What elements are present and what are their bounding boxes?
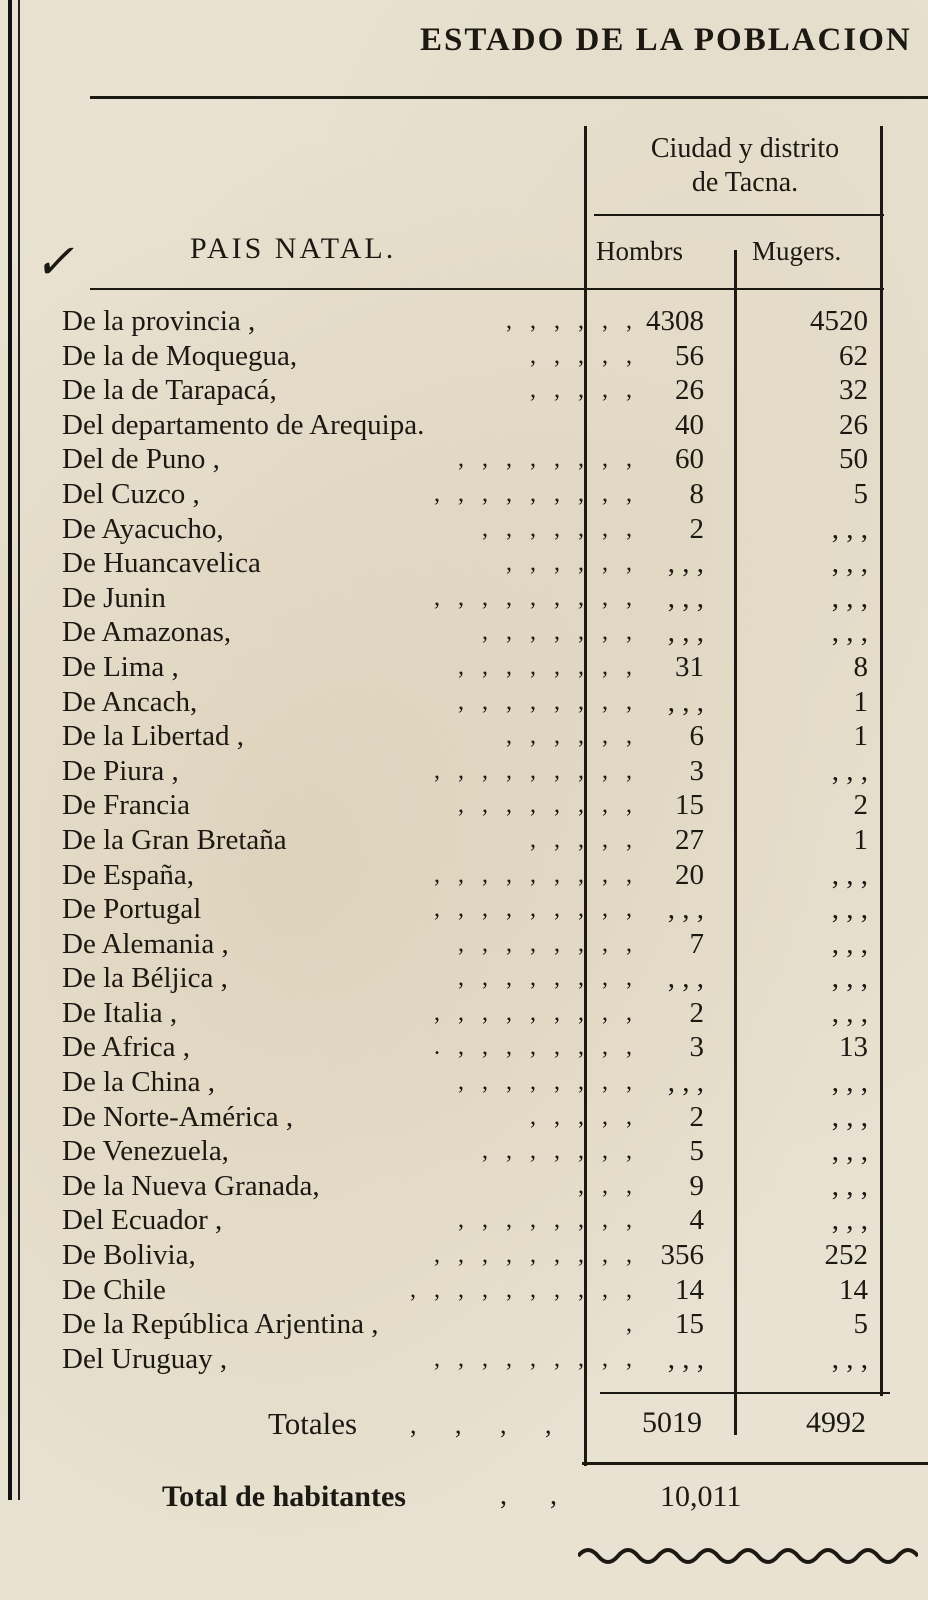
row-label: De la Béljica , [62,962,228,995]
row-hombres: 3 [689,754,704,787]
totales-label: Totales [268,1406,358,1441]
totales-mugeres: 4992 [806,1406,866,1439]
table-row [62,1169,892,1204]
row-label: De Portugal [62,893,202,926]
header-mugeres: Mugers. [752,236,842,266]
row-label: Del Cuzco , [62,477,200,510]
check-mark-icon: ✓ [34,236,75,289]
row-dots: , , , , , , , , , , [410,1276,638,1303]
row-mugeres: , , , [831,1204,868,1237]
row-label: De la provincia , [62,305,256,337]
row-label: Del Uruguay , [62,1342,228,1375]
row-hombres: 5 [689,1135,704,1168]
row-dots: , , , , , , , , [458,1207,638,1234]
row-dots: , , , , , , [506,550,638,577]
row-mugeres: , , , [831,893,868,926]
row-hombres: , , , [667,1342,704,1375]
table-row [62,1030,892,1065]
row-dots: , , , , , , , , , [434,861,638,888]
row-label: De Bolivia, [62,1239,196,1272]
totals-rule [600,1392,890,1394]
row-label: De la de Tarapacá, [62,374,277,407]
row-label: De la Gran Bretaña [62,823,287,856]
row-label: De la República Arjentina , [62,1308,379,1341]
group-header-rule [594,214,884,216]
table-row [62,477,892,512]
row-dots: , , , , , [530,377,638,404]
row-mugeres: , , , [831,927,868,960]
row-dots: , , , , , , [506,723,638,750]
row-hombres: , , , [667,893,704,926]
row-mugeres: 1 [853,685,868,718]
totales-dots: , , , , [410,1410,568,1439]
row-mugeres: 32 [839,374,868,407]
table-row [62,546,892,581]
row-hombres: 2 [689,1100,704,1133]
header-hombres: Hombrs [596,236,683,266]
row-mugeres: 13 [839,1031,868,1064]
row-hombres: 31 [675,650,704,683]
table-row [62,754,892,789]
table-row [62,1203,892,1238]
row-hombres: , , , [667,547,704,580]
row-label: De Alemania , [62,927,229,960]
row-dots: , , , , , , , , [458,930,638,957]
page-title: ESTADO DE LA POBLACION [420,22,912,58]
table-row [62,442,892,477]
table-row [62,961,892,996]
row-mugeres: 5 [853,1308,868,1341]
row-dots: , , , , , , , [482,515,638,542]
row-hombres: 3 [689,1031,704,1064]
row-dots: , , , , , [530,826,638,853]
row-hombres: 2 [689,996,704,1029]
row-dots: , [626,1311,638,1338]
row-dots: , , , , , , , , [458,1069,638,1096]
wavy-ornament [578,1534,918,1574]
row-label: De Norte-América , [62,1100,294,1133]
row-dots: , , , , , , , , , [434,896,638,923]
table-row [62,339,892,374]
column-group-line1: Ciudad y distrito [650,133,840,164]
row-label: De la de Moquegua, [62,339,298,372]
row-hombres: 8 [689,477,704,510]
header-rule [90,288,884,290]
total-habitantes-label: Total de habitantes [162,1480,406,1513]
column-group-header [600,132,890,200]
row-hombres: 27 [675,823,704,856]
row-hombres: 14 [675,1273,704,1306]
row-dots: , , , , , , , , , [434,480,638,507]
row-mugeres: , , , [831,858,868,891]
row-mugeres: , , , [831,1135,868,1168]
row-dots: , , , , , , , , [458,688,638,715]
row-hombres: 20 [675,858,704,891]
row-hombres: 4 [689,1204,704,1237]
table-row [62,1342,892,1377]
table-row [62,1273,892,1308]
row-hombres: 2 [689,512,704,545]
row-mugeres: , , , [831,1100,868,1133]
row-hombres: , , , [667,685,704,718]
table-row [62,650,892,685]
row-hombres: 15 [675,1308,704,1341]
row-label: De Piura , [62,754,179,787]
column-group-line2: de Tacna. [691,167,799,198]
row-dots: , , , , , , , , , [434,584,638,611]
row-hombres: , , , [667,962,704,995]
table-row [62,373,892,408]
row-mugeres: , , , [831,581,868,614]
table-row [62,892,892,927]
row-hombres: 15 [675,789,704,822]
row-dots: , , , , , , , [482,1138,638,1165]
row-hombres: 40 [675,408,704,441]
row-hombres: 356 [660,1239,704,1272]
row-label: De Lima , [62,650,179,683]
total-habitantes-value: 10,011 [660,1480,742,1513]
row-mugeres: , , , [831,512,868,545]
row-label: Del departamento de Arequipa. [62,408,425,441]
grand-total-rule [582,1462,928,1465]
table-row [62,858,892,893]
row-mugeres: 14 [839,1273,868,1306]
row-dots: , , , , , , , , [458,792,638,819]
totales-hombres: 5019 [642,1406,702,1439]
row-mugeres: 5 [853,477,868,510]
row-mugeres: 50 [839,443,868,476]
row-label: De Venezuela, [62,1135,229,1168]
page-edge-line-inner [18,0,20,1500]
row-mugeres: 2 [853,789,868,822]
row-mugeres: 1 [853,720,868,753]
row-mugeres: , , , [831,616,868,649]
row-mugeres: 62 [839,339,868,372]
row-label: De Ayacucho, [62,512,224,545]
table-row [62,788,892,823]
table-row [62,1134,892,1169]
header-pais-natal: PAIS NATAL. [190,232,397,265]
row-label: De Africa , [62,1031,191,1064]
row-dots: . , , , , , , , , [434,1034,638,1061]
row-label: De Ancach, [62,685,198,718]
row-dots: , , , , , , , , [458,653,638,680]
row-hombres: 7 [689,927,704,960]
row-dots: , , , , , , , , , [434,999,638,1026]
table-row [62,927,892,962]
row-label: De la Libertad , [62,720,244,753]
row-dots: , , , , , , , , , [434,1242,638,1269]
table-row [62,719,892,754]
row-dots: , , , [578,1172,638,1199]
row-label: De la China , [62,1066,216,1099]
row-mugeres: 252 [824,1239,868,1272]
table-row [62,304,892,339]
row-mugeres: , , , [831,1342,868,1375]
row-dots: , , , , , , , [482,619,638,646]
row-label: De España, [62,858,195,891]
row-hombres: , , , [667,616,704,649]
row-mugeres: , , , [831,996,868,1029]
table-row [62,615,892,650]
page-edge-line [8,0,12,1500]
row-hombres: , , , [667,581,704,614]
row-label: De Junin [62,581,166,614]
total-habitantes-dots: , , [500,1480,575,1511]
row-hombres: 4308 [646,305,704,337]
row-dots: , , , , , [530,1103,638,1130]
row-mugeres: 8 [853,650,868,683]
row-mugeres: 1 [853,823,868,856]
table-row [62,996,892,1031]
row-hombres: 26 [675,374,704,407]
row-hombres: , , , [667,1066,704,1099]
row-mugeres: , , , [831,1169,868,1202]
row-label: De Francia [62,789,191,822]
row-mugeres: , , , [831,962,868,995]
row-mugeres: , , , [831,754,868,787]
row-hombres: 60 [675,443,704,476]
row-mugeres: , , , [831,547,868,580]
row-mugeres: 4520 [810,305,868,337]
table-row [62,1065,892,1100]
table-row [62,685,892,720]
row-dots: , , , , , , , , [458,446,638,473]
row-label: De Chile [62,1273,166,1306]
row-label: Del de Puno , [62,443,220,476]
title-rule [90,96,928,99]
population-table [62,304,892,1376]
table-row [62,581,892,616]
row-label: De la Nueva Granada, [62,1169,320,1202]
row-mugeres: , , , [831,1066,868,1099]
row-dots: , , , , , , , , [458,965,638,992]
row-dots: , , , , , , , , , [434,1345,638,1372]
table-row [62,1100,892,1135]
row-hombres: 6 [689,720,704,753]
table-row [62,823,892,858]
row-mugeres: 26 [839,408,868,441]
table-row [62,1238,892,1273]
row-dots: , , , , , , [506,308,638,334]
row-label: De Italia , [62,996,178,1029]
table-row [62,1307,892,1342]
row-hombres: 56 [675,339,704,372]
row-dots: , , , , , [530,342,638,369]
table-row [62,408,892,443]
row-label: De Huancavelica [62,547,261,580]
row-hombres: 9 [689,1169,704,1202]
row-label: Del Ecuador , [62,1204,223,1237]
table-row [62,512,892,547]
row-dots: , , , , , , , , , [434,757,638,784]
row-label: De Amazonas, [62,616,232,649]
